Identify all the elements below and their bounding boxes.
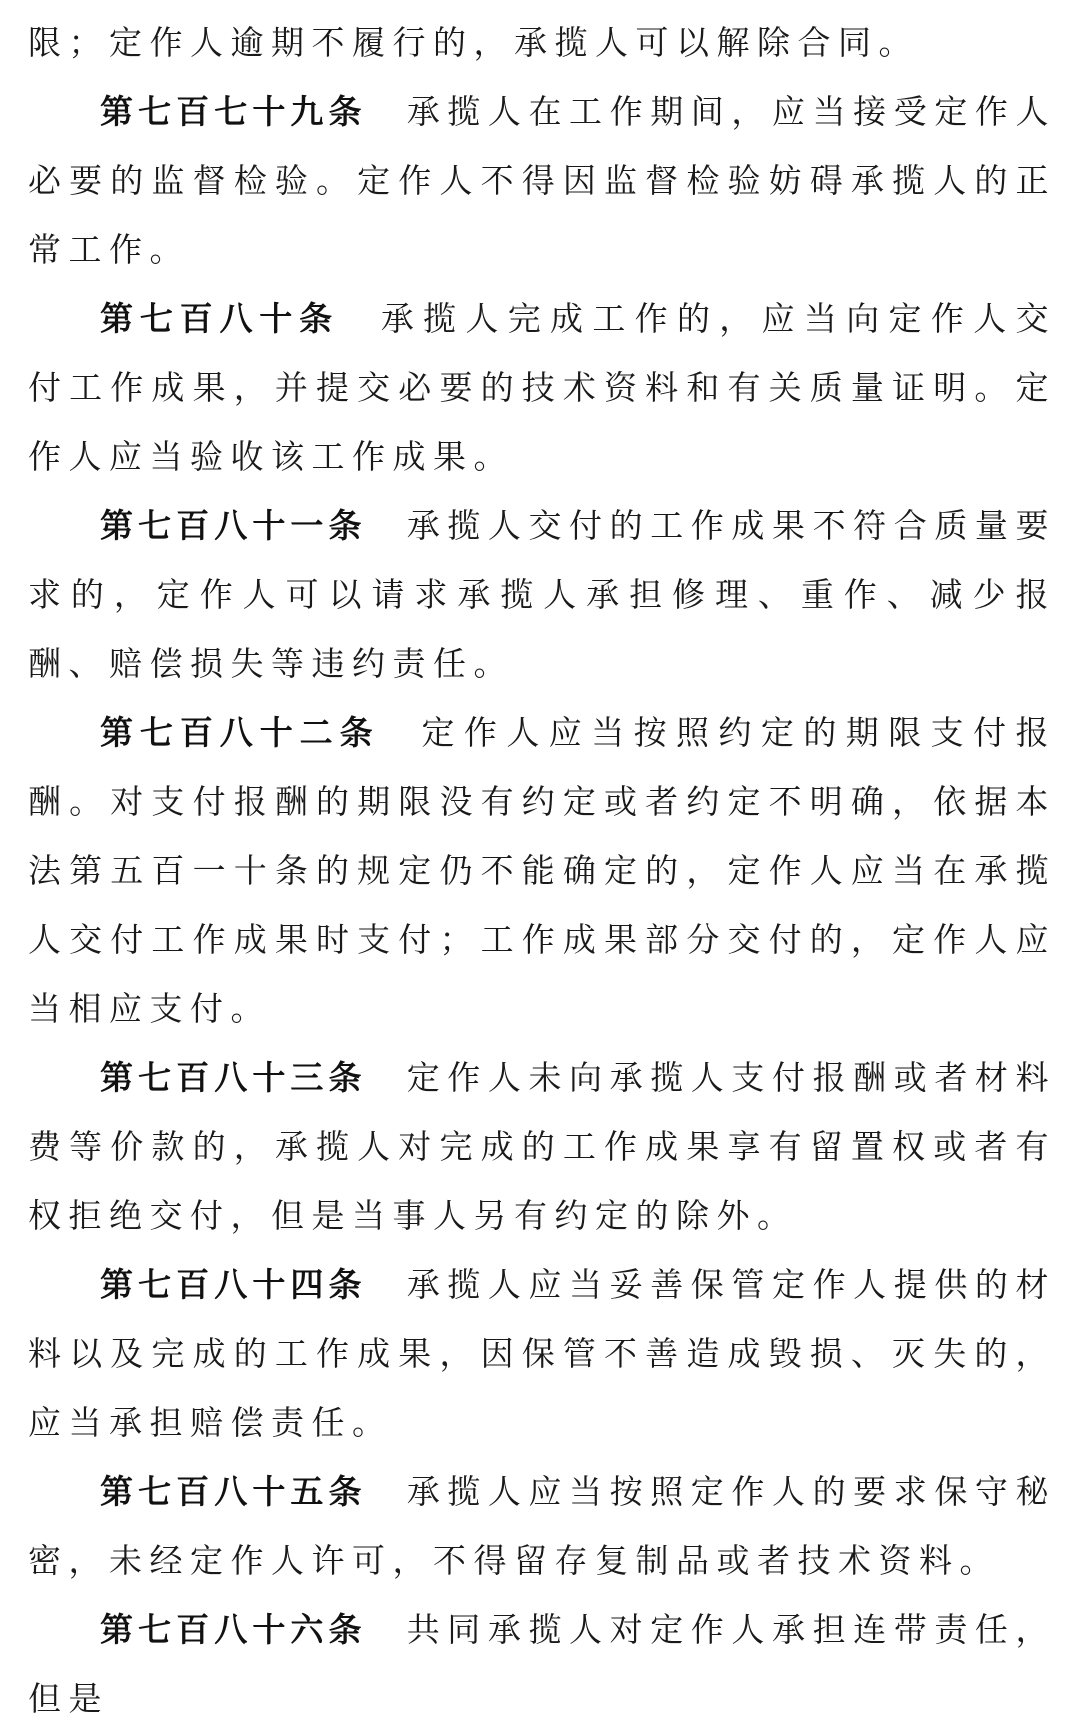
article-text: 定作人应当按照约定的期限支付报酬。对支付报酬的期限没有约定或者约定不明确，依据本法第五百一十条的规定仍不能确定的，定作人应当在承揽人交付工作成果时支付；工作成果部分交付的，定作人应当相应支付。: [28, 713, 1057, 1028]
article-title: 第七百八十一条: [100, 506, 367, 545]
article-text: 共同承揽人对定作人承担连带责任，但是: [28, 1610, 1057, 1718]
article-786: [28, 1595, 1056, 1733]
article-785: [28, 1457, 1056, 1595]
lead-paragraph: 限；定作人逾期不履行的，承揽人可以解除合同。: [28, 23, 919, 62]
article-783: [28, 1043, 1056, 1250]
article-title: 第七百八十四条: [100, 1265, 367, 1304]
article-779: [28, 77, 1056, 284]
article-782: [28, 698, 1056, 1043]
document-body: [28, 8, 1056, 1733]
article-784: [28, 1250, 1056, 1457]
article-781: [28, 491, 1056, 698]
article-title: 第七百八十六条: [100, 1610, 367, 1649]
article-title: 第七百七十九条: [100, 92, 367, 131]
article-text: 承揽人交付的工作成果不符合质量要求的，定作人可以请求承揽人承担修理、重作、减少报酬、赔偿损失等违约责任。: [28, 506, 1057, 683]
article-title: 第七百八十条: [100, 299, 339, 338]
article-title: 第七百八十二条: [100, 713, 380, 752]
article-text: 承揽人完成工作的，应当向定作人交付工作成果，并提交必要的技术资料和有关质量证明。定作人应当验收该工作成果。: [28, 299, 1057, 476]
article-title: 第七百八十三条: [100, 1058, 367, 1097]
article-text: 承揽人在工作期间，应当接受定作人必要的监督检验。定作人不得因监督检验妨碍承揽人的正常工作。: [28, 92, 1057, 269]
article-text: 承揽人应当按照定作人的要求保守秘密，未经定作人许可，不得留存复制品或者技术资料。: [28, 1472, 1057, 1580]
article-text: 定作人未向承揽人支付报酬或者材料费等价款的，承揽人对完成的工作成果享有留置权或者有权拒绝交付，但是当事人另有约定的除外。: [28, 1058, 1057, 1235]
article-text: 承揽人应当妥善保管定作人提供的材料以及完成的工作成果，因保管不善造成毁损、灭失的，应当承担赔偿责任。: [28, 1265, 1057, 1442]
article-title: 第七百八十五条: [100, 1472, 367, 1511]
article-780: [28, 284, 1056, 491]
